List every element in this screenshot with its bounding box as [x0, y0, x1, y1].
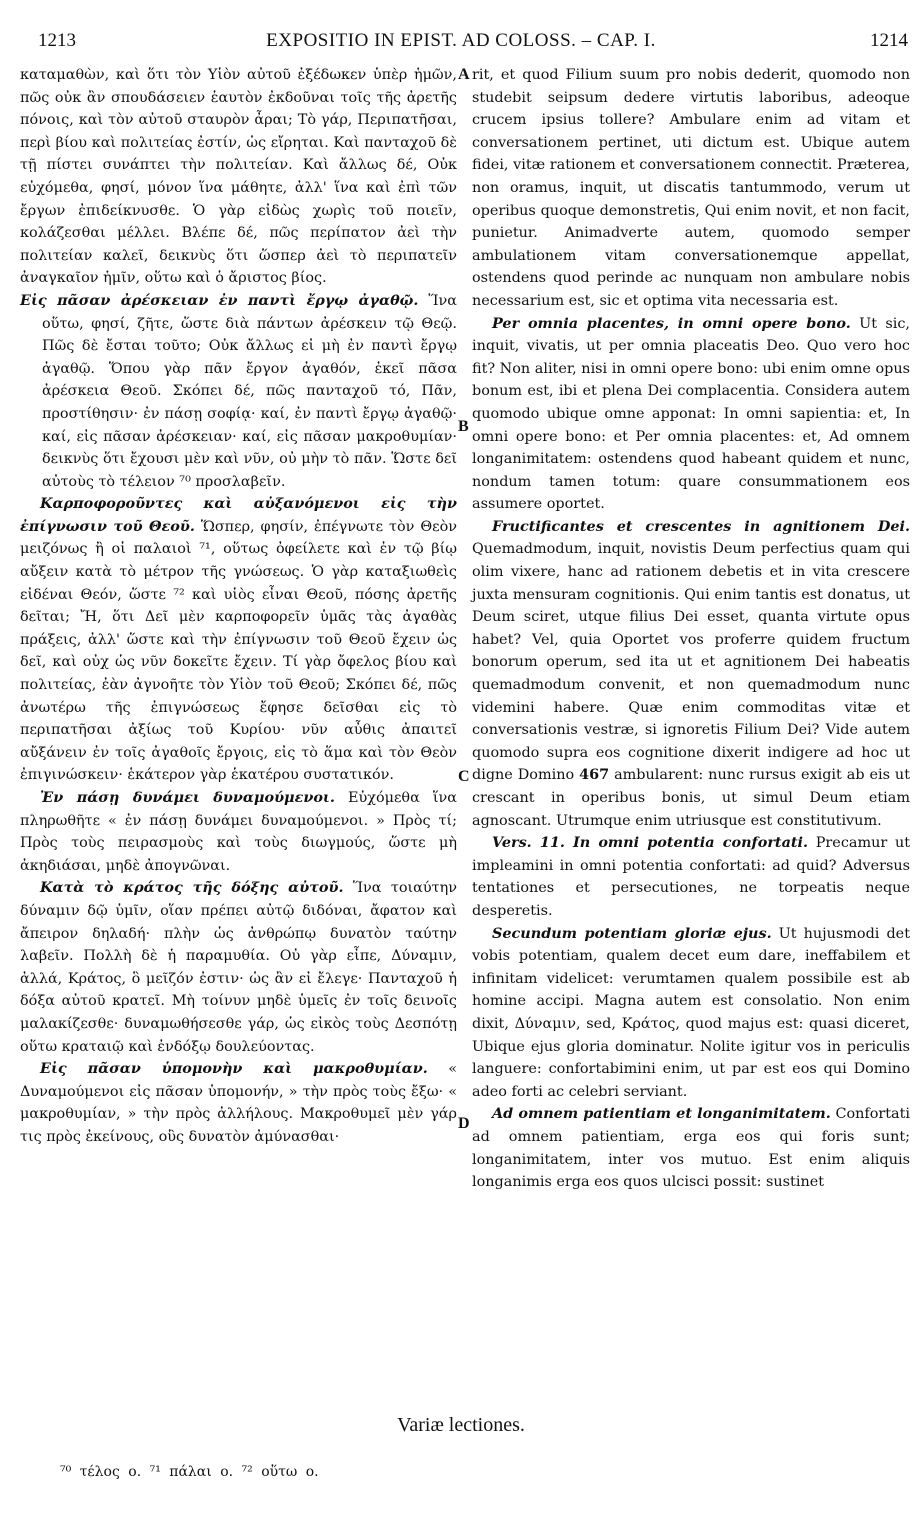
lemma: Ἐν πάσῃ δυνάμει δυναμούμενοι. — [40, 789, 335, 806]
margin-letter-c: C — [458, 768, 470, 785]
lemma: Κατὰ τὸ κράτος τῆς δόξης αὐτοῦ. — [40, 879, 344, 897]
greek-paragraph — [20, 787, 457, 877]
paragraph-text: καταμαθὼν, καὶ ὅτι τὸν Υἱὸν αὐτοῦ ἐξέδωκεν ὑπὲρ ἡμῶν, πῶς οὐκ ἂν σπουδάσειεν ἑαυτὸν ἐκδοῦναι τοῖς τῆς ἀρετῆς πόνοις, καὶ τὸν αὐτοῦ σταυρὸν ἆραι; Τὸ γάρ, Περιπατῆσαι, περὶ βίου καὶ πολιτείας ἐστίν, ὡς εἴρηται. Καὶ πανταχοῦ δὲ τῇ πίστει συνάπτει τὴν πολιτείαν. Καὶ ἄλλως δέ, Οὐκ εὐχόμεθα, φησί, μόνον ἵνα μάθητε, ἀλλ' ἵνα καὶ ἐπὶ τῶν ἔργων ἐπιδείκνυσθε. Ὁ γὰρ εἰδὼς χωρὶς τοῦ ποιεῖν, κολάζεσθαι μέλλει. Βλέπε δέ, πῶς περίπατον ἀεὶ τὴν πολιτείαν καλεῖ, δεικνὺς ὅτι ὥσπερ ἀεὶ τὸ περιπατεῖν ἀναγκαῖον ἡμῖν, οὕτω καὶ ὁ ἄριστος βίος. — [20, 67, 457, 287]
paragraph-text: Ὥσπερ, φησίν, ἐπέγνωτε τὸν Θεὸν μειζόνως ἢ οἱ παλαιοὶ ⁷¹, οὕτως ὀφείλετε καὶ ἐν τῷ βίῳ αὔξειν κατὰ τὸ μέτρον τῆς γνώσεως. Ὁ γὰρ καταξιωθεὶς εἰδέναι Θεόν, ὥστε ⁷² καὶ υἱὸς εἶναι Θεοῦ, πόσης ἀρετῆς δεῖται; Ἤ, ὅτι Δεῖ μὲν καρποφορεῖν ὑμᾶς τὰς ἀγαθὰς πράξεις, ἀλλ' ὥστε καὶ τὴν ἐπίγνωσιν τοῦ Θεοῦ ἔχειν ὡς δεῖ, καὶ οὐχ ὡς νῦν δοκεῖτε ἔχειν. Τί γὰρ ὄφελος βίου καὶ πολιτείας, ἐὰν ἀγνοῆτε τὸν Υἱὸν τοῦ Θεοῦ; Σκόπει δέ, πῶς ἀνωτέρω τῆς ἐπιγνώσεως ἔφησε δεῖσθαι εἰς τὸ περιπατῆσαι ἀξίως τοῦ Κυρίου· νῦν αὖθις ἀπαιτεῖ αὔξάνειν ἐν τοῖς ἀγαθοῖς ἔργοις, εἰς τὸ ἅμα καὶ τὸν Θεὸν ἐπιγινώσκειν· ἑκάτερον γὰρ ἑκατέρου συστατικόν. — [20, 518, 458, 784]
paragraph-text: rit, et quod Filium suum pro nobis dederit, quomodo non studebit seipsum dedere virtutis laboribus, adeoque crucem ipsius tollere? Ambulare enim ad vitam et conversationem pertinet, uti dictum est. Ubique autem fidei, vitæ rationem et conversationem connectit. Præterea, non oramus, inquit, ut discatis tantummodo, verum ut operibus quoque demonstretis, Qui enim novit, et non facit, punietur. Animadverte autem, quomodo semper ambulationem vitam conversationemque appellat, ostendens quod perinde ac nunquam non ambulare nobis necessarium est, sic et optima vita necessaria est. — [472, 67, 910, 309]
paragraph-text: Ἵνα οὕτω, φησί, ζῆτε, ὥστε διὰ πάντων ἀρέσκειν τῷ Θεῷ. Πῶς δὲ ἔσται τοῦτο; Οὐκ ἄλλως εἰ μὴ ἐν παντὶ ἔργῳ ἀγαθῷ. Ὅπου γὰρ πᾶν ἔργον ἀγαθόν, ἐκεῖ πᾶσα ἀρέσκεια Θεοῦ. Σκόπει δέ, πῶς πανταχοῦ τό, Πᾶν, προστίθησιν· ἐν πάσῃ σοφίᾳ· καί, ἐν παντὶ ἔργῳ ἀγαθῷ· καί, εἰς πᾶσαν ἀρέσκειαν· καί, εἰς πᾶσαν μακροθυμίαν· δεικνὺς ὅτι ἔχουσι μὲν καὶ νῦν, οὐ μὴν τὸ πᾶν. Ὥστε δεῖ αὐτοὺς τὸ τέλειον ⁷⁰ προσλαβεῖν. — [42, 292, 457, 490]
greek-column — [20, 64, 457, 1149]
latin-paragraph — [472, 832, 910, 922]
greek-paragraph — [20, 1058, 457, 1148]
paragraph-text: Ut sic, inquit, vivatis, ut per omnia placeatis Deo. Quo vero hoc fit? Non aliter, nisi in omni opere bono: ubi enim omne opus bonum est, ibi et plena Dei complacentia. Considera autem quomodo ubique omne apponat: In omni sapientia: et, In omni opere bono: et Per omnia placentes: et, Ad omnem longanimitatem: ostendens quod habeant quidem et nunc, nondum tamen totum: quare consummationem eos assumere oportet. — [472, 315, 910, 513]
paragraph-text: Confortati ad omnem patientiam, erga eos qui foris sunt; longanimitatem, inter vos mutuo. Est enim aliquis longanimis erga eos quos ulcisci possit: sustinet — [472, 1106, 910, 1191]
paragraph-text: ambularent: nunc rursus exigit ab eis ut crescant in operibus bonis, ut simul Deum etiam agnoscant. Utrumque enim utriusque est constitutivum. — [472, 767, 910, 829]
paragraph-text: « Δυναμούμενοι εἰς πᾶσαν ὑπομονήν, » τὴν πρὸς τοὺς ἔξω· « μακροθυμίαν, » τὴν πρὸς ἀλλήλους. Μακροθυμεῖ μὲν γάρ τις πρὸς ἐκείνους, οὓς δυνατὸν ἀμύνασθαι· — [20, 1061, 457, 1145]
lemma: Fructificantes et crescentes in agnitionem Dei. — [492, 517, 910, 535]
lemma: Εἰς πᾶσαν ὑπομονὴν καὶ μακροθυμίαν. — [40, 1060, 428, 1078]
latin-paragraph — [472, 516, 910, 832]
margin-letter-b: B — [458, 418, 469, 435]
greek-paragraph — [20, 64, 457, 290]
lemma: Per omnia placentes, in omni opere bono. — [492, 314, 851, 332]
page-number-left: 1213 — [38, 30, 76, 51]
latin-paragraph — [472, 1103, 910, 1193]
page-number-right: 1214 — [870, 30, 908, 51]
latin-column — [472, 64, 910, 1194]
margin-letter-d: D — [458, 1115, 470, 1132]
paragraph-text: Ἵνα τοιαύτην δύναμιν δῷ ὑμῖν, οἵαν πρέπει αὐτῷ διδόναι, ἄφατον καὶ ἄπειρον δηλαδή· πλὴν ὡς ἀνθρώπῳ δυνατὸν ταύτην λαβεῖν. Πολλὴ δὲ ἡ παραμυθία. Οὐ γὰρ εἶπε, Δύναμιν, ἀλλά, Κράτος, ὃ μεῖζόν ἐστιν· ὡς ἂν εἰ ἔλεγε· Πανταχοῦ ἡ δόξα αὐτοῦ κρατεῖ. Μὴ τοίνυν μηδὲ ὑμεῖς ἐν τοῖς δεινοῖς μαλακίζεσθε· δυναμωθήσεσθε γάρ, ὡς εἰκὸς τοὺς Δεσπότῃ οὕτω κραταιῷ καὶ ἐνδόξῳ δουλεύοντας. — [20, 880, 457, 1055]
greek-paragraph — [20, 290, 457, 493]
lemma: Ad omnem patientiam et longanimitatem. — [492, 1105, 831, 1123]
column-number: 467 — [579, 766, 610, 784]
latin-paragraph — [472, 64, 910, 313]
greek-paragraph — [20, 493, 457, 787]
paragraph-text: Quemadmodum, inquit, novistis Deum perfectius quam qui olim vixere, hanc ad rationem debetis et in vita crescere juxta mensuram cognitionis. Qui enim tantis est donatus, ut Deum sciret, utque filius Dei esset, quanta virtute opus habet? Vel, quia Oportet vos proferre quidem fructum bonorum operum, sed ita ut et agnitionem Dei habeatis quemadmodum convenit, et non quemadmodum nunc videmini habere. Quæ enim commoditas vitæ et conversationis vestræ, si ignoretis Filium Dei? Vide autem quomodo supra eos cognitione dixerit indigere ad hoc ut digne Domino — [472, 541, 910, 784]
paragraph-text: Precamur ut impleamini in omni potentia confortati: ad quid? Adversus tentationes et persecutiones, ne torpeatis neque desperetis. — [472, 835, 910, 919]
paragraph-text: Ut hujusmodi det vobis potentiam, qualem decet eum dare, ineffabilem et infinitam videlicet: verumtamen qualem possibile est ab homine accipi. Magna autem est consolatio. Non enim dixit, Δύναμιν, sed, Κράτος, quod majus est: quasi diceret, Ubique ejus gloria dominatur. Nolite igitur vos in periculis languere: confortabimini enim, ut par est eos qui Domino adeo forti ac celebri serviant. — [472, 925, 910, 1100]
variae-lectiones-heading: Variæ lectiones. — [397, 1414, 525, 1436]
latin-paragraph — [472, 923, 910, 1104]
latin-paragraph — [472, 313, 910, 516]
running-header — [0, 30, 922, 56]
lemma: Secundum potentiam gloriæ ejus. — [492, 924, 772, 942]
lemma: Καρποφοροῦντες καὶ αὐξανόμενοι εἰς τὴν ἐπίγνωσιν τοῦ Θεοῦ. — [20, 495, 457, 535]
running-title: EXPOSITIO IN EPIST. AD COLOSS. – CAP. I. — [266, 30, 656, 51]
margin-letter-a: A — [458, 66, 470, 83]
lemma: Εἰς πᾶσαν ἀρέσκειαν ἐν παντὶ ἔργῳ ἀγαθῷ. — [20, 291, 419, 309]
lemma: Vers. 11. In omni potentia confortati. — [492, 834, 809, 852]
footnotes: ⁷⁰ τέλος ο. ⁷¹ πάλαι ο. ⁷² οὕτω ο. — [60, 1464, 319, 1480]
paragraph-text: Εὐχόμεθα ἵνα πληρωθῆτε « ἐν πάσῃ δυνάμει δυναμούμενοι. » Πρὸς τί; Πρὸς τοὺς πειρασμοὺς καὶ τοὺς διωγμούς, ὥστε μὴ ἀκηδιάσαι, μηδὲ ἀπογνῶναι. — [20, 790, 457, 874]
greek-paragraph — [20, 877, 457, 1058]
